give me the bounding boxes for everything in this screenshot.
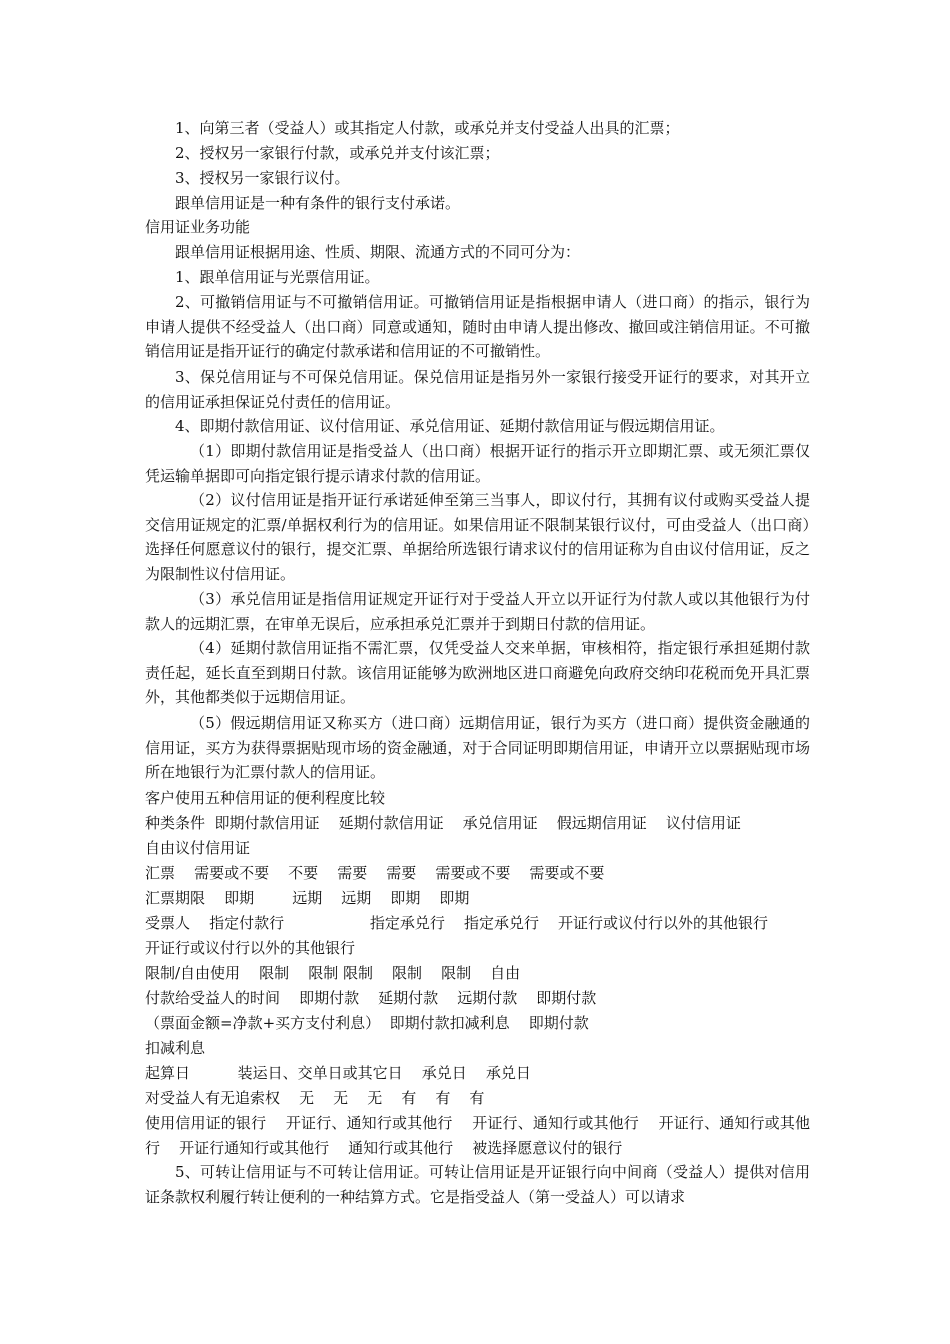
paragraph-type-4-5: （5）假远期信用证又称买方（进口商）远期信用证，银行为买方（进口商）提供资金融通的信用证，买方为获得票据贴现市场的资金融通，对于合同证明即期信用证，申请开立以票据贴现市场所在地银行为汇票付款人的信用证。	[145, 714, 810, 782]
paragraph-type-4-2: （2）议付信用证是指开证行承诺延伸至第三当事人，即议付行，其拥有议付或购买受益人提交信用证规定的汇票/单据权利行为的信用证。如果信用证不限制某银行议付，可由受益人（出口商）选择任何愿意议付的银行，提交汇票、单据给所选银行请求议付的信用证称为自由议付信用证，反之为限制性议付信用证。	[145, 491, 810, 584]
comparison-line: 对受益人有无追索权 无 无 无 有 有 有	[145, 1089, 485, 1107]
paragraph-type-3: 3、保兑信用证与不可保兑信用证。保兑信用证是指另外一家银行接受开证行的要求，对其开立的信用证承担保证兑付责任的信用证。	[145, 368, 810, 411]
paragraph-type-4-4: （4）延期付款信用证指不需汇票，仅凭受益人交来单据，审核相符，指定银行承担延期付款责任起，延长直至到期日付款。该信用证能够为欧洲地区进口商避免向政府交纳印花税而免开具汇票外，其他都类似于远期信用证。	[145, 639, 810, 707]
paragraph-type-4-1: （1）即期付款信用证是指受益人（出口商）根据开证行的指示开立即期汇票、或无须汇票仅凭运输单据即可向指定银行提示请求付款的信用证。	[145, 442, 810, 485]
comparison-line: 自由议付信用证	[145, 839, 251, 857]
comparison-line: 汇票 需要或不要 不要 需要 需要 需要或不要 需要或不要	[145, 864, 605, 882]
paragraph-type-5: 5、可转让信用证与不可转让信用证。可转让信用证是开证银行向中间商（受益人）提供对信用证条款权利履行转让便利的一种结算方式。它是指受益人（第一受益人）可以请求	[145, 1163, 810, 1206]
comparison-line: 限制/自由使用 限制 限制 限制 限制 限制 自由	[145, 964, 521, 982]
comparison-line: （票面金额=净款+买方支付利息） 即期付款扣减利息 即期付款	[145, 1014, 589, 1032]
comparison-line: 受票人 指定付款行 指定承兑行 指定承兑行 开证行或议付行以外的其他银行	[145, 914, 769, 932]
comparison-line: 付款给受益人的时间 即期付款 延期付款 远期付款 即期付款	[145, 989, 597, 1007]
paragraph-type-2: 2、可撤销信用证与不可撤销信用证。可撤销信用证是指根据申请人（进口商）的指示，银行为申请人提供不经受益人（出口商）同意或通知，随时由申请人提出修改、撤回或注销信用证。不可撤销信用证是指开证行的确定付款承诺和信用证的不可撤销性。	[145, 293, 810, 361]
comparison-line: 种类条件 即期付款信用证 延期付款信用证 承兑信用证 假远期信用证 议付信用证	[145, 814, 741, 832]
section-heading-comparison: 客户使用五种信用证的便利程度比较	[145, 789, 386, 807]
list-item-3: 3、授权另一家银行议付。	[175, 169, 350, 187]
section-heading-functions: 信用证业务功能	[145, 218, 251, 236]
list-item-2: 2、授权另一家银行付款，或承兑并支付该汇票；	[175, 144, 500, 162]
comparison-line: 汇票期限 即期 远期 远期 即期 即期	[145, 889, 470, 907]
list-item-1: 1、向第三者（受益人）或其指定人付款，或承兑并支付受益人出具的汇票；	[175, 119, 680, 137]
paragraph-type-1: 1、跟单信用证与光票信用证。	[175, 268, 380, 286]
paragraph-type-4: 4、即期付款信用证、议付信用证、承兑信用证、延期付款信用证与假远期信用证。	[175, 417, 725, 435]
comparison-line: 开证行或议付行以外的其他银行	[145, 939, 356, 957]
comparison-line: 扣减利息	[145, 1039, 206, 1057]
bank-usage-paragraph: 使用信用证的银行 开证行、通知行或其他行 开证行、通知行或其他行 开证行、通知行或其他行 开证行通知行或其他行 通知行或其他行 被选择愿意议付的银行	[145, 1114, 810, 1157]
paragraph-conditional-promise: 跟单信用证是一种有条件的银行支付承诺。	[175, 194, 461, 212]
paragraph-type-4-3: （3）承兑信用证是指信用证规定开证行对于受益人开立以开证行为付款人或以其他银行为付款人的远期汇票，在审单无误后，应承担承兑汇票并于到期日付款的信用证。	[145, 590, 810, 633]
paragraph-classification-intro: 跟单信用证根据用途、性质、期限、流通方式的不同可分为：	[175, 243, 581, 261]
comparison-line: 起算日 装运日、交单日或其它日 承兑日 承兑日	[145, 1064, 531, 1082]
